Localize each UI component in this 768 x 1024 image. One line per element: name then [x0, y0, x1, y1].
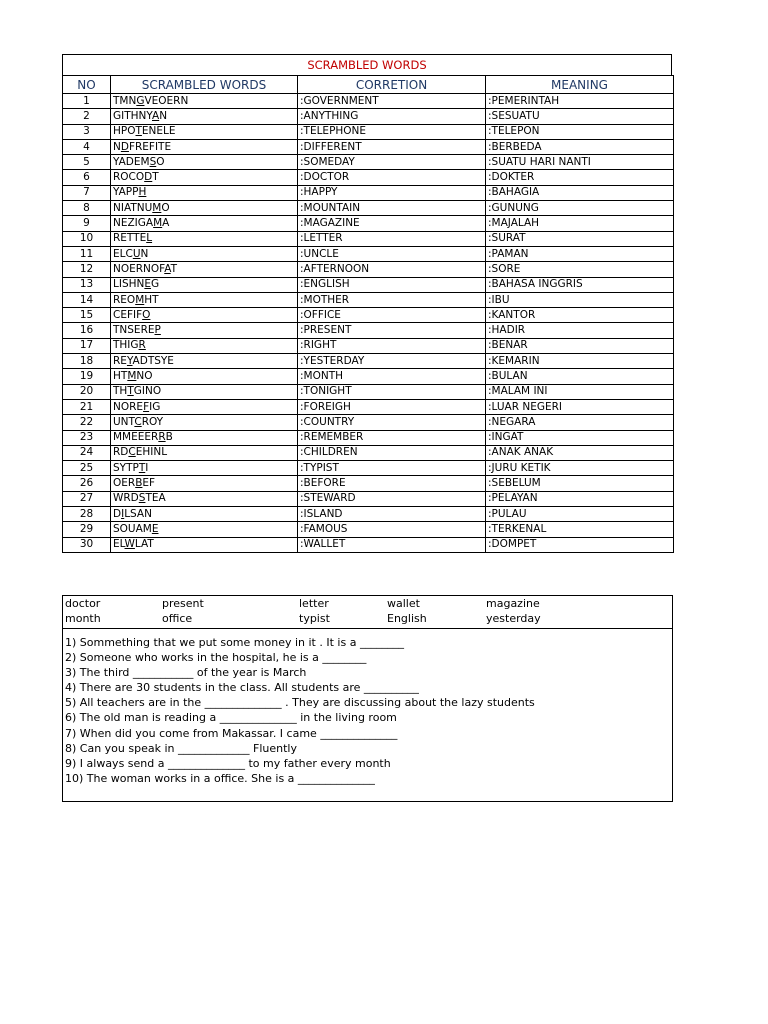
correction: :PRESENT — [298, 323, 486, 338]
meaning: :PEMERINTAH — [486, 94, 674, 109]
scrambled-word — [111, 277, 298, 292]
underlined-letter: A — [164, 262, 171, 275]
correction: :TELEPHONE — [298, 124, 486, 139]
scrambled-word — [111, 323, 298, 338]
meaning: :BENAR — [486, 338, 674, 353]
scrambled-part: EL — [113, 538, 125, 551]
correction: :AFTERNOON — [298, 262, 486, 277]
row-number: 11 — [63, 246, 111, 261]
scrambled-part: REO — [113, 293, 136, 306]
underlined-letter: R — [158, 431, 166, 444]
meaning: :HADIR — [486, 323, 674, 338]
scrambled-part: TEA — [145, 492, 166, 505]
scrambled-part: HT — [144, 293, 159, 306]
table-row — [63, 185, 674, 200]
table-row — [63, 246, 674, 261]
row-number: 3 — [63, 124, 111, 139]
word-bank-item: typist — [299, 612, 330, 625]
scrambled-part: TMN — [113, 94, 137, 107]
correction: :ANYTHING — [298, 109, 486, 124]
meaning: :ANAK ANAK — [486, 445, 674, 460]
scrambled-word — [111, 109, 298, 124]
correction: :OFFICE — [298, 308, 486, 323]
scrambled-part: SYTP — [113, 461, 139, 474]
scrambled-word — [111, 522, 298, 537]
table-row — [63, 476, 674, 491]
underlined-letter: G — [136, 94, 145, 107]
row-number: 22 — [63, 415, 111, 430]
correction: :HAPPY — [298, 185, 486, 200]
underlined-letter: E — [144, 278, 152, 291]
row-number: 27 — [63, 491, 111, 506]
table-row — [63, 445, 674, 460]
row-number: 20 — [63, 384, 111, 399]
scrambled-part: SOUAM — [113, 522, 152, 535]
scrambled-part: ELC — [113, 247, 133, 260]
scrambled-part: D — [113, 507, 122, 520]
correction: :ENGLISH — [298, 277, 486, 292]
scrambled-part: HPO — [113, 125, 136, 138]
underlined-letter: L — [146, 232, 153, 245]
meaning: :PAMAN — [486, 246, 674, 261]
underlined-letter: D — [120, 140, 129, 153]
underlined-letter: O — [142, 308, 151, 321]
scrambled-part: ENELE — [141, 125, 176, 138]
scrambled-part: UNT — [113, 415, 135, 428]
scrambled-part: FREFITE — [128, 140, 172, 153]
word-bank-item: office — [162, 612, 193, 625]
table-row — [63, 308, 674, 323]
scrambled-part: EHINL — [135, 446, 168, 459]
underlined-letter: T — [127, 385, 134, 398]
correction: :RIGHT — [298, 338, 486, 353]
correction: :BEFORE — [298, 476, 486, 491]
word-bank-item: yesterday — [486, 612, 541, 625]
scrambled-word — [111, 124, 298, 139]
underlined-letter: U — [132, 247, 141, 260]
row-number: 12 — [63, 262, 111, 277]
question-item: 9) I always send a ______________ to my father every month — [65, 756, 391, 770]
meaning: :BULAN — [486, 369, 674, 384]
row-number: 25 — [63, 461, 111, 476]
correction: :YESTERDAY — [298, 354, 486, 369]
scrambled-word — [111, 461, 298, 476]
meaning: :DOKTER — [486, 170, 674, 185]
row-number: 2 — [63, 109, 111, 124]
table-row — [63, 124, 674, 139]
underlined-letter: F — [143, 400, 150, 413]
question-item: 5) All teachers are in the ______________ . They are discussing about the lazy students — [65, 696, 535, 710]
scrambled-part: LISHN — [113, 278, 145, 291]
row-number: 6 — [63, 170, 111, 185]
meaning: :MALAM INI — [486, 384, 674, 399]
correction: :FAMOUS — [298, 522, 486, 537]
table-row — [63, 277, 674, 292]
word-bank-item: doctor — [65, 597, 101, 610]
table-row — [63, 537, 674, 552]
scrambled-part: HT — [113, 369, 128, 382]
underlined-letter: I — [121, 507, 125, 520]
header-scrambled-words: SCRAMBLED WORDS — [111, 76, 298, 94]
correction: :UNCLE — [298, 246, 486, 261]
table-row — [63, 292, 674, 307]
exercise-box — [62, 595, 673, 802]
row-number: 30 — [63, 537, 111, 552]
underlined-letter: D — [144, 171, 153, 184]
row-number: 19 — [63, 369, 111, 384]
scrambled-part: GITHNY — [113, 109, 152, 122]
scrambled-part: NOERNOF — [113, 262, 165, 275]
scrambled-word — [111, 139, 298, 154]
meaning: :INGAT — [486, 430, 674, 445]
scrambled-word — [111, 94, 298, 109]
meaning: :PULAU — [486, 507, 674, 522]
row-number: 18 — [63, 354, 111, 369]
meaning: :SESUATU — [486, 109, 674, 124]
scrambled-part: O — [161, 201, 170, 214]
scrambled-part: CEFIF — [113, 308, 143, 321]
scrambled-word — [111, 476, 298, 491]
scrambled-word — [111, 201, 298, 216]
meaning: :DOMPET — [486, 537, 674, 552]
table-row — [63, 354, 674, 369]
scrambled-part: I — [145, 461, 149, 474]
correction: :DIFFERENT — [298, 139, 486, 154]
underlined-letter: M — [153, 217, 163, 230]
meaning: :SURAT — [486, 231, 674, 246]
underlined-letter: H — [138, 186, 147, 199]
meaning: :SUATU HARI NANTI — [486, 155, 674, 170]
scrambled-word — [111, 399, 298, 414]
meaning: :SORE — [486, 262, 674, 277]
word-bank-item: present — [162, 597, 204, 610]
correction: :MAGAZINE — [298, 216, 486, 231]
scrambled-word — [111, 384, 298, 399]
row-number: 21 — [63, 399, 111, 414]
scrambled-part: YADEM — [113, 155, 150, 168]
underlined-letter: M — [152, 201, 162, 214]
meaning: :NEGARA — [486, 415, 674, 430]
row-number: 1 — [63, 94, 111, 109]
meaning: :TERKENAL — [486, 522, 674, 537]
scrambled-part: RD — [113, 446, 129, 459]
table-row — [63, 507, 674, 522]
scrambled-part: B — [165, 431, 173, 444]
header-correction: CORRETION — [298, 76, 486, 94]
scrambled-part: N — [159, 109, 168, 122]
meaning: :LUAR NEGERI — [486, 399, 674, 414]
underlined-letter: P — [154, 324, 161, 337]
table-body — [63, 94, 674, 553]
row-number: 16 — [63, 323, 111, 338]
correction: :TYPIST — [298, 461, 486, 476]
row-number: 9 — [63, 216, 111, 231]
scrambled-word — [111, 491, 298, 506]
scrambled-part: NEZIGA — [113, 217, 154, 230]
scrambled-word — [111, 507, 298, 522]
scrambled-part: LAT — [134, 538, 154, 551]
table-row — [63, 139, 674, 154]
meaning: :MAJALAH — [486, 216, 674, 231]
scrambled-part: THIG — [113, 339, 139, 352]
scrambled-word — [111, 170, 298, 185]
meaning: :PELAYAN — [486, 491, 674, 506]
scrambled-word — [111, 430, 298, 445]
table-row — [63, 201, 674, 216]
scrambled-part: O — [156, 155, 165, 168]
correction: :REMEMBER — [298, 430, 486, 445]
question-item: 10) The woman works in a office. She is a ______________ — [65, 771, 375, 785]
underlined-letter: S — [149, 155, 157, 168]
scrambled-word — [111, 308, 298, 323]
scrambled-part: OER — [113, 477, 136, 490]
scrambled-part: ROY — [141, 415, 164, 428]
meaning: :BAHASA INGGRIS — [486, 277, 674, 292]
question-list — [63, 629, 672, 786]
scrambled-words-table — [62, 75, 674, 553]
scrambled-word — [111, 415, 298, 430]
correction: :DOCTOR — [298, 170, 486, 185]
scrambled-part: A — [162, 217, 170, 230]
underlined-letter: C — [134, 415, 142, 428]
table-row — [63, 170, 674, 185]
underlined-letter: E — [151, 522, 159, 535]
table-row — [63, 430, 674, 445]
word-bank-item: month — [65, 612, 101, 625]
meaning: :BAHAGIA — [486, 185, 674, 200]
row-number: 4 — [63, 139, 111, 154]
scrambled-part: ADTSYE — [132, 354, 174, 367]
table-row — [63, 461, 674, 476]
table-row — [63, 369, 674, 384]
header-no: NO — [63, 76, 111, 94]
row-number: 23 — [63, 430, 111, 445]
row-number: 13 — [63, 277, 111, 292]
underlined-letter: M — [127, 369, 137, 382]
underlined-letter: B — [135, 477, 143, 490]
scrambled-word — [111, 155, 298, 170]
table-row — [63, 522, 674, 537]
underlined-letter: M — [135, 293, 145, 306]
scrambled-word — [111, 262, 298, 277]
word-bank-item: English — [387, 612, 427, 625]
underlined-letter: T — [138, 461, 146, 474]
row-number: 17 — [63, 338, 111, 353]
correction: :LETTER — [298, 231, 486, 246]
scrambled-part: NO — [136, 369, 153, 382]
underlined-letter: R — [138, 339, 146, 352]
row-number: 7 — [63, 185, 111, 200]
table-row — [63, 109, 674, 124]
scrambled-part: T — [170, 262, 178, 275]
underlined-letter: Y — [126, 354, 133, 367]
table-header-row — [63, 76, 674, 94]
scrambled-word — [111, 445, 298, 460]
table-row — [63, 399, 674, 414]
scrambled-part: TH — [113, 385, 128, 398]
meaning: :GUNUNG — [486, 201, 674, 216]
underlined-letter: S — [138, 492, 146, 505]
question-item: 4) There are 30 students in the class. All students are __________ — [65, 681, 419, 695]
scrambled-part: IG — [149, 400, 161, 413]
table-row — [63, 323, 674, 338]
row-number: 5 — [63, 155, 111, 170]
table-row — [63, 338, 674, 353]
sheet-title: SCRAMBLED WORDS — [62, 54, 672, 75]
scrambled-word — [111, 369, 298, 384]
row-number: 28 — [63, 507, 111, 522]
table-row — [63, 384, 674, 399]
scrambled-part: T — [152, 171, 159, 184]
scrambled-part: LSAN — [124, 507, 152, 520]
word-bank-item: letter — [299, 597, 329, 610]
correction: :TONIGHT — [298, 384, 486, 399]
meaning: :JURU KETIK — [486, 461, 674, 476]
row-number: 15 — [63, 308, 111, 323]
correction: :ISLAND — [298, 507, 486, 522]
scrambled-word — [111, 231, 298, 246]
meaning: :KANTOR — [486, 308, 674, 323]
scrambled-part: G — [151, 278, 160, 291]
scrambled-word — [111, 185, 298, 200]
meaning: :TELEPON — [486, 124, 674, 139]
scrambled-part: WRD — [113, 492, 139, 505]
correction: :MOTHER — [298, 292, 486, 307]
scrambled-word — [111, 246, 298, 261]
question-item: 6) The old man is reading a ______________ in the living room — [65, 711, 397, 725]
scrambled-part: N — [113, 140, 121, 153]
underlined-letter: A — [152, 109, 160, 122]
underlined-letter: T — [135, 125, 142, 138]
table-row — [63, 216, 674, 231]
table-row — [63, 415, 674, 430]
table-row — [63, 94, 674, 109]
question-item: 8) Can you speak in _____________ Fluently — [65, 741, 297, 755]
meaning: :BERBEDA — [486, 139, 674, 154]
correction: :MOUNTAIN — [298, 201, 486, 216]
row-number: 26 — [63, 476, 111, 491]
row-number: 8 — [63, 201, 111, 216]
header-meaning: MEANING — [486, 76, 674, 94]
question-item: 3) The third ___________ of the year is March — [65, 666, 307, 680]
scrambled-part: VEOERN — [144, 94, 189, 107]
word-bank — [63, 596, 672, 629]
row-number: 14 — [63, 292, 111, 307]
word-bank-item: magazine — [486, 597, 540, 610]
correction: :GOVERNMENT — [298, 94, 486, 109]
table-row — [63, 262, 674, 277]
correction: :COUNTRY — [298, 415, 486, 430]
table-row — [63, 231, 674, 246]
scrambled-part: YAPP — [113, 186, 139, 199]
scrambled-part: ROCO — [113, 171, 145, 184]
meaning: :IBU — [486, 292, 674, 307]
correction: :MONTH — [298, 369, 486, 384]
table-row — [63, 491, 674, 506]
scrambled-part: NORE — [113, 400, 144, 413]
underlined-letter: W — [124, 538, 135, 551]
question-item: 1) Sommething that we put some money in it . It is a ________ — [65, 636, 404, 649]
scrambled-part: RETTE — [113, 232, 147, 245]
scrambled-part: RE — [113, 354, 127, 367]
scrambled-word — [111, 537, 298, 552]
word-bank-item: wallet — [387, 597, 420, 610]
scrambled-part: NIATNU — [113, 201, 153, 214]
correction: :STEWARD — [298, 491, 486, 506]
table-row — [63, 155, 674, 170]
question-item: 2) Someone who works in the hospital, he is a ________ — [65, 651, 367, 665]
row-number: 10 — [63, 231, 111, 246]
underlined-letter: C — [128, 446, 136, 459]
scrambled-part: TNSERE — [113, 324, 155, 337]
scrambled-part: GINO — [133, 385, 162, 398]
scrambled-part: EF — [142, 477, 156, 490]
scrambled-word — [111, 338, 298, 353]
scrambled-word — [111, 216, 298, 231]
correction: :SOMEDAY — [298, 155, 486, 170]
correction: :WALLET — [298, 537, 486, 552]
row-number: 24 — [63, 445, 111, 460]
scrambled-word — [111, 292, 298, 307]
correction: :CHILDREN — [298, 445, 486, 460]
question-item: 7) When did you come from Makassar. I came ______________ — [65, 726, 398, 740]
meaning: :KEMARIN — [486, 354, 674, 369]
scrambled-part: MMEEER — [113, 431, 159, 444]
meaning: :SEBELUM — [486, 476, 674, 491]
row-number: 29 — [63, 522, 111, 537]
scrambled-part: N — [140, 247, 149, 260]
correction: :FOREIGH — [298, 399, 486, 414]
scrambled-word — [111, 354, 298, 369]
